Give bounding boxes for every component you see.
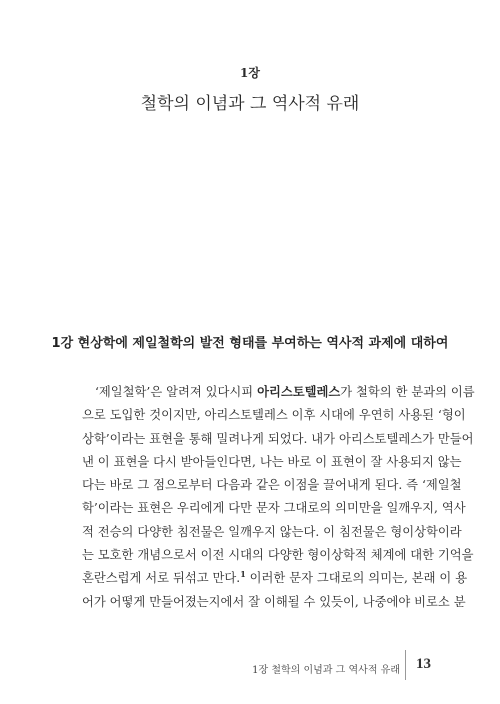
body-line: 는 모호한 개념으로서 이전 시대의 다양한 형이상학적 체계에 대한 기억을 (82, 548, 474, 563)
page-number: 13 (416, 656, 431, 672)
body-line (82, 567, 468, 590)
body-line: 학’이라는 표현은 우리에게 다만 문자 그대로의 의미만을 일깨우지, 역사 (82, 501, 466, 516)
body-line: 다는 바로 그 점으로부터 다음과 같은 이점을 끌어내게 된다. 즉 ‘제일철 (82, 478, 462, 493)
body-line: 상학’이라는 표현을 통해 밀려나게 되었다. 내가 아리스토텔레스가 만들어 (82, 431, 474, 446)
body-line-text: 혼란스럽게 서로 뒤섞고 만다. (82, 571, 241, 586)
body-line-text: ‘제일철학’은 알려져 있다시피 (95, 385, 258, 399)
chapter-number: 1장 (240, 66, 260, 80)
body-line: 적 전승의 다양한 침전물은 일깨우지 않는다. 이 침전물은 형이상학이라 (82, 524, 462, 539)
chapter-title: 철학의 이념과 그 역사적 유래 (140, 94, 360, 114)
footer-divider (405, 650, 406, 680)
body-line: 어가 어떻게 만들어졌는지에서 잘 이해될 수 있듯이, 나중에야 비로소 분 (82, 594, 466, 609)
running-head: 1장 철학의 이념과 그 역사적 유래 (252, 665, 400, 676)
section-heading: 1강 현상학에 제일철학의 발전 형태를 부여하는 역사적 과제에 대하여 (51, 336, 449, 351)
body-line: 낸 이 표현을 다시 받아들인다면, 나는 바로 이 표현이 잘 사용되지 않는 (82, 454, 462, 469)
body-text (82, 380, 475, 614)
body-line: 으로 도입한 것이지만, 아리스토텔레스 이후 시대에 우연히 사용된 ‘형이 (82, 408, 466, 423)
body-line (82, 380, 475, 404)
body-line-text: 가 철학의 한 분과의 이름 (340, 385, 475, 399)
emphasized-name: 아리스토텔레스 (257, 384, 341, 399)
footnote-marker[interactable]: 1 (240, 569, 246, 580)
body-line-text: 이러한 문자 그대로의 의미는, 본래 이 용 (245, 571, 468, 586)
